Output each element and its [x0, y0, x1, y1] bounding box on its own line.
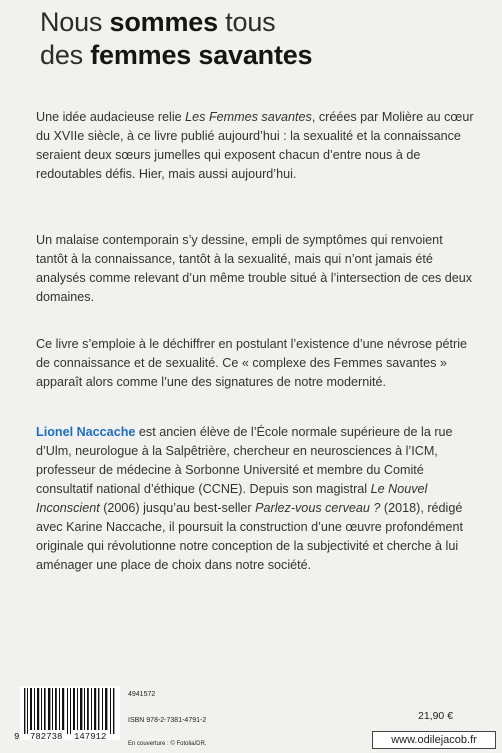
- barcode-digit-lead: 9: [14, 732, 20, 742]
- title-line-1: [40, 6, 312, 39]
- barcode-block: [14, 686, 234, 750]
- text-run: (2006) jusqu’au best-seller: [99, 501, 256, 515]
- title-bold-text: sommes: [109, 7, 218, 37]
- barcode-digits-right: 147912: [74, 732, 107, 742]
- italic-title: Le Nouvel Inconscient: [36, 482, 428, 515]
- author-bio: [36, 423, 476, 575]
- paragraph-malaise: Un malaise contemporain s’y dessine, empli de symptômes qui renvoient tantôt à la connaissance, tantôt à la sexualité, mais qui n’ont jamais été analysés comme relevant d’un même trouble situé à l’intersection de ces deux domaines.: [36, 233, 473, 304]
- italic-title: Parlez-vous cerveau ?: [255, 501, 381, 515]
- title-line-2: [40, 39, 312, 72]
- isbn: ISBN 978-2-7381-4791-2: [128, 717, 207, 724]
- text-run: Une idée audacieuse relie: [36, 110, 186, 124]
- title-bold-text: femmes savantes: [90, 40, 313, 70]
- italic-title: Les Femmes savantes: [185, 110, 312, 124]
- barcode-digits-left: 782738: [30, 732, 63, 742]
- title-text: tous: [217, 7, 276, 37]
- text-run: , créées par Molière au cœur du XVIIe siècle, à ce livre publié aujourd’hui : la sexualité et la connaissance seraient deux sœurs jumelles qui exposent chacun d’entre nous à de redoutables défis. Hier, mais aussi aujourd’hui.: [36, 110, 474, 181]
- paragraph-intro: [36, 108, 476, 184]
- website-link[interactable]: www.odilejacob.fr: [372, 731, 496, 749]
- text-run: (2018), rédigé avec Karine Naccache, il poursuit la construction d’une œuvre profondément originale qui révolutionne notre conception de la subjectivité et cherche à lui aménager une place de choix dans notre société.: [36, 501, 464, 572]
- cover-credit: En couverture : © Fotolia/DR.: [128, 741, 207, 747]
- product-code: 4941572: [128, 691, 156, 698]
- price: 21,90 €: [418, 710, 454, 722]
- author-name: Lionel Naccache: [36, 425, 136, 439]
- text-run: est ancien élève de l’École normale supérieure de la rue d’Ulm, neurologue à la Salpêtrière, chercheur en neurosciences à l’ICM, professeur de médecine à Sorbonne Université et membre du Comité consultatif national d’éthique (CCNE). Depuis son magistral: [36, 425, 453, 496]
- book-title: [40, 6, 312, 72]
- paragraph-purpose: Ce livre s’emploie à le déchiffrer en postulant l’existence d’une névrose pétrie de connaissance et de sexualité. Ce « complexe des Femmes savantes » apparaît alors comme l’une des signatures de notre modernité.: [36, 337, 467, 389]
- title-text: des: [40, 40, 91, 70]
- title-text: Nous: [40, 7, 110, 37]
